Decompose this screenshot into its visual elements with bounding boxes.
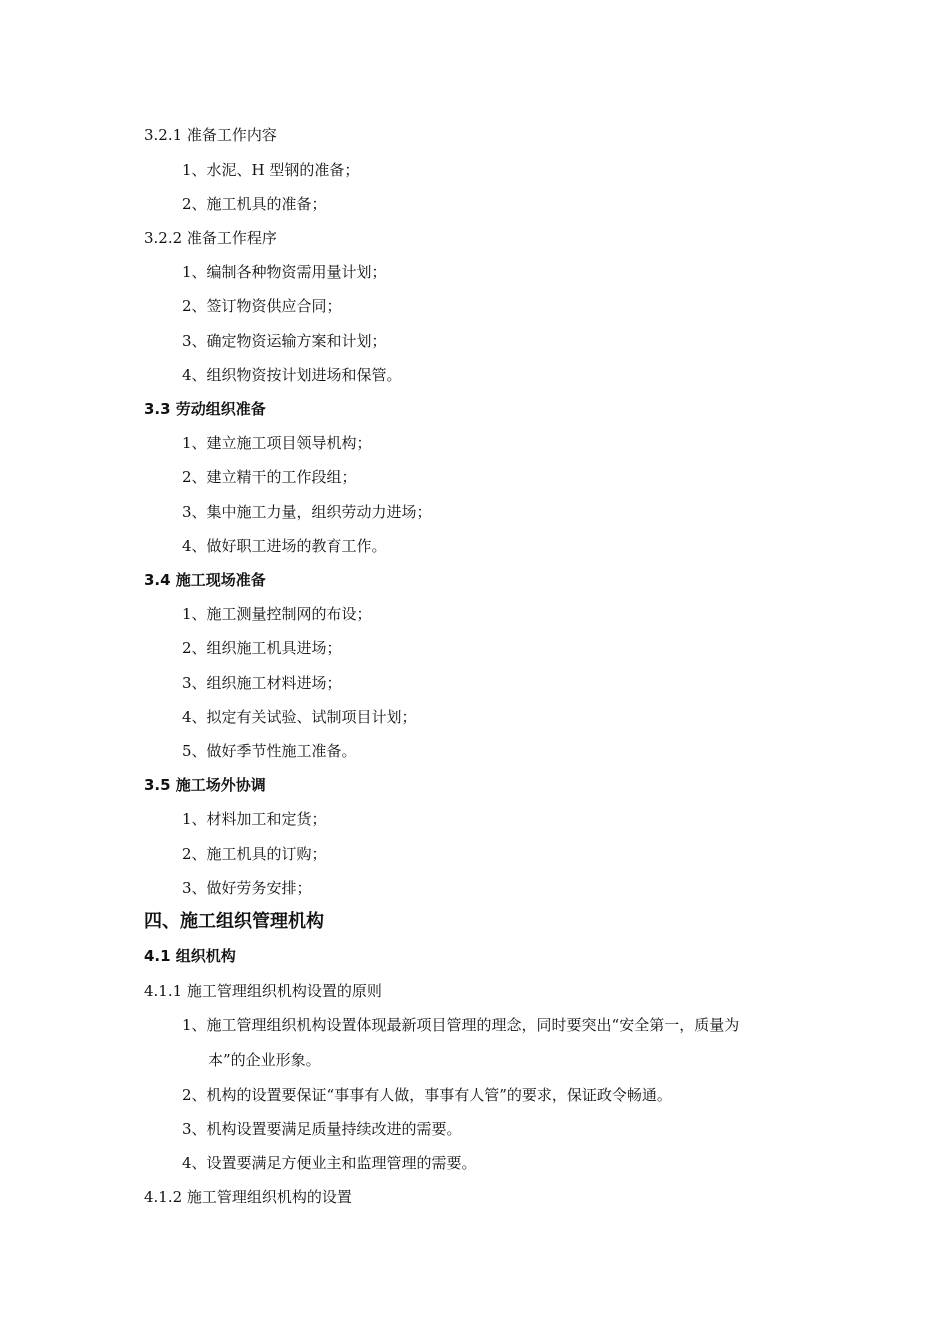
list-item: 4、做好职工进场的教育工作。 bbox=[182, 537, 387, 555]
chapter-heading: 四、施工组织管理机构 bbox=[144, 911, 324, 932]
list-item: 3、确定物资运输方案和计划； bbox=[182, 332, 387, 350]
list-item: 1、编制各种物资需用量计划； bbox=[182, 263, 387, 281]
list-item: 2、建立精干的工作段组； bbox=[182, 468, 357, 486]
list-item: 4、拟定有关试验、试制项目计划； bbox=[182, 708, 417, 726]
section-heading: 3.3 劳动组织准备 bbox=[144, 400, 266, 418]
list-item: 2、施工机具的准备； bbox=[182, 195, 327, 213]
list-item: 3、机构设置要满足质量持续改进的需要。 bbox=[182, 1120, 462, 1138]
list-item: 3、组织施工材料进场； bbox=[182, 674, 342, 692]
list-item: 4、组织物资按计划进场和保管。 bbox=[182, 366, 402, 384]
list-item: 1、建立施工项目领导机构； bbox=[182, 434, 372, 452]
subsection-heading: 3.2.1 准备工作内容 bbox=[144, 126, 277, 144]
list-item: 3、做好劳务安排； bbox=[182, 879, 312, 897]
list-item: 1、施工管理组织机构设置体现最新项目管理的理念，同时要突出“安全第一，质量为 bbox=[182, 1016, 740, 1034]
list-item: 2、组织施工机具进场； bbox=[182, 639, 342, 657]
list-item: 3、集中施工力量，组织劳动力进场； bbox=[182, 503, 432, 521]
list-item: 1、水泥、H 型钢的准备； bbox=[182, 161, 360, 179]
subsection-heading: 3.2.2 准备工作程序 bbox=[144, 229, 277, 247]
list-item: 2、签订物资供应合同； bbox=[182, 297, 342, 315]
list-item: 2、施工机具的订购； bbox=[182, 845, 327, 863]
list-item: 2、机构的设置要保证“事事有人做，事事有人管”的要求，保证政令畅通。 bbox=[182, 1086, 672, 1104]
list-item: 1、材料加工和定货； bbox=[182, 810, 327, 828]
list-item: 5、做好季节性施工准备。 bbox=[182, 742, 357, 760]
subsection-heading: 4.1.2 施工管理组织机构的设置 bbox=[144, 1188, 352, 1206]
list-item-continuation: 本”的企业形象。 bbox=[208, 1051, 321, 1069]
list-item: 1、施工测量控制网的布设； bbox=[182, 605, 372, 623]
list-item: 4、设置要满足方便业主和监理管理的需要。 bbox=[182, 1154, 477, 1172]
section-heading: 3.5 施工场外协调 bbox=[144, 776, 266, 794]
section-heading: 4.1 组织机构 bbox=[144, 947, 236, 965]
section-heading: 3.4 施工现场准备 bbox=[144, 571, 266, 589]
subsection-heading: 4.1.1 施工管理组织机构设置的原则 bbox=[144, 982, 382, 1000]
